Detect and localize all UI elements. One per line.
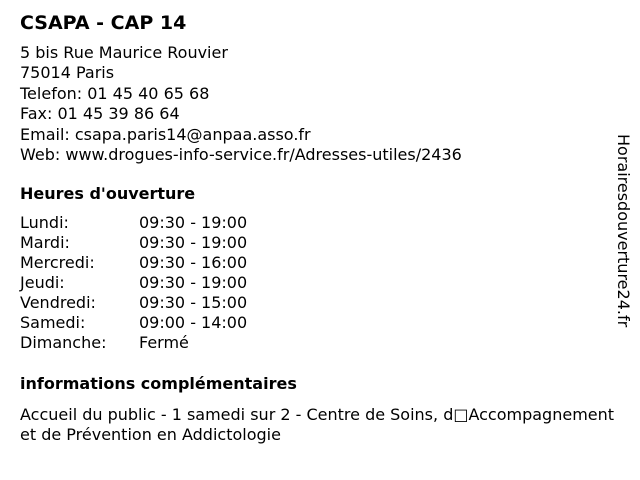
day-label: Jeudi: (20, 273, 65, 292)
day-label: Mercredi: (20, 253, 95, 272)
fax-number: Fax: 01 45 39 86 64 (20, 104, 180, 124)
additional-info-heading: informations complémentaires (20, 374, 297, 393)
address-street: 5 bis Rue Maurice Rouvier (20, 43, 228, 62)
time-range: 09:00 - 14:00 (139, 313, 248, 332)
day-label: Mardi: (20, 233, 70, 252)
hours-row-thursday (20, 273, 247, 293)
site-watermark: Horairesdouverture24.fr (614, 134, 633, 328)
contact-block (20, 43, 462, 165)
day-label: Vendredi: (20, 293, 96, 312)
page-title: CSAPA - CAP 14 (20, 12, 187, 34)
time-range: 09:30 - 19:00 (139, 273, 248, 292)
hours-row-sunday (20, 333, 247, 353)
time-range: 09:30 - 19:00 (139, 213, 248, 232)
hours-row-saturday (20, 313, 247, 333)
hours-row-friday (20, 293, 247, 313)
day-label: Lundi: (20, 213, 69, 232)
opening-hours-table (20, 213, 247, 353)
time-range: Fermé (139, 333, 189, 352)
website-url: Web: www.drogues-info-service.fr/Adresses-utiles/2436 (20, 145, 462, 165)
time-range: 09:30 - 16:00 (139, 253, 248, 272)
hours-row-monday (20, 213, 247, 233)
phone-number: Telefon: 01 45 40 65 68 (20, 83, 210, 103)
address-city: 75014 Paris (20, 63, 115, 83)
day-label: Dimanche: (20, 333, 107, 352)
time-range: 09:30 - 19:00 (139, 233, 248, 252)
day-label: Samedi: (20, 313, 86, 332)
additional-info-text: Accueil du public - 1 samedi sur 2 - Centre de Soins, d□Accompagnement et de Prévention en Addictologie (20, 405, 615, 444)
hours-row-wednesday (20, 253, 247, 273)
email-address: Email: csapa.paris14@anpaa.asso.fr (20, 124, 311, 144)
time-range: 09:30 - 15:00 (139, 293, 248, 312)
opening-hours-heading: Heures d'ouverture (20, 184, 196, 203)
hours-row-tuesday (20, 233, 247, 253)
